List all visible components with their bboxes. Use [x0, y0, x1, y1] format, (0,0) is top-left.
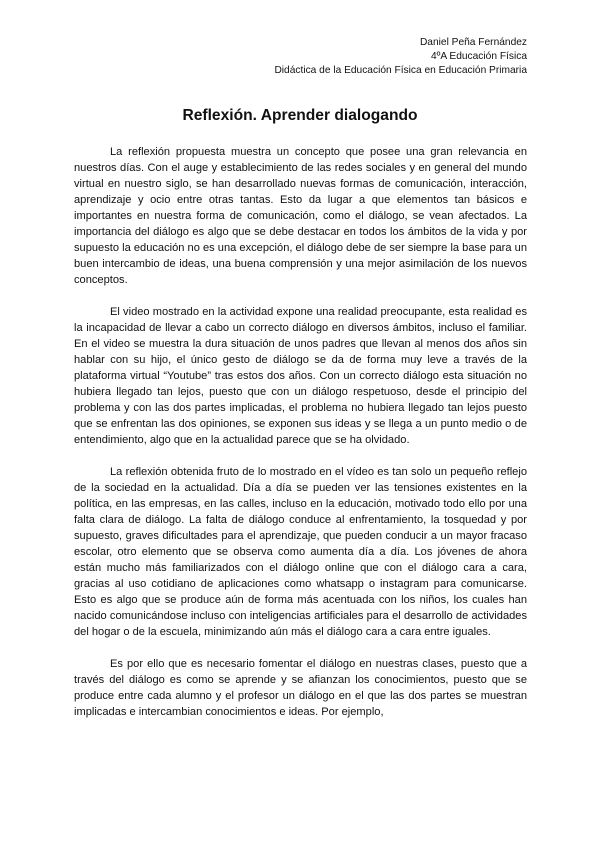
- document-header: [274, 36, 527, 78]
- document-title: Reflexión. Aprender dialogando: [182, 107, 418, 124]
- paragraph-3: La reflexión obtenida fruto de lo mostrado en el vídeo es tan solo un pequeño reflejo de la sociedad en la actualidad. Día a día se pueden ver las tensiones existentes en la política, en las empresas, en las calles, incluso en la educación, motivado todo ello por una falta clara de diálogo. La falta de diálogo conduce al enfrentamiento, la tosquedad y por supuesto, graves dificultades para el aprendizaje, que pueden conducir a un mayor fracaso escolar, otro elemento que se observa como aumenta día a día. Los jóvenes de ahora están mucho más familiarizados con el diálogo online que con el diálogo cara a cara, gracias al uso cotidiano de aplicaciones como whatsapp o instagram para comunicarse. Esto es algo que se produce aún de forma más acentuada con los niños, los cuales han nacido comunicándose incluso con inteligencias artificiales para el desarrollo de actividades del hogar o de la escuela, minimizando aún más el diálogo cara a cara entre iguales.: [74, 466, 527, 638]
- header-course: 4ºA Educación Física: [430, 51, 527, 62]
- paragraph-2: El video mostrado en la actividad expone una realidad preocupante, esta realidad es la incapacidad de llevar a cabo un correcto diálogo en diversos ámbitos, incluso el familiar. En el video se muestra la dura situación de unos padres que llevan al menos dos años sin hablar con su hijo, el único gesto de diálogo se da de forma muy leve a través de la plataforma virtual “Youtube” tras estos dos años. Con un correcto diálogo esta situación no hubiera llegado tan lejos, puesto que con un diálogo respetuoso, desde el principio del problema y con las dos partes implicadas, el problema no hubiera llegado tan lejos puesto que se enfrentan las dos opiniones, se exponen sus ideas y se llega a un punto medio o de entendimiento, algo que en la actualidad parece que se ha olvidado.: [74, 306, 527, 446]
- header-author: Daniel Peña Fernández: [419, 37, 527, 48]
- header-subject: Didáctica de la Educación Física en Educación Primaria: [274, 65, 527, 76]
- paragraph-4: Es por ello que es necesario fomentar el diálogo en nuestras clases, puesto que a través del diálogo es como se aprende y se afianzan los conocimientos, puesto que se produce entre cada alumno y el profesor un diálogo en el que las dos partes se muestran implicadas e intercambian conocimientos e ideas. Por ejemplo,: [74, 658, 527, 718]
- paragraph-1: La reflexión propuesta muestra un concepto que posee una gran relevancia en nuestros días. Con el auge y establecimiento de las redes sociales y en general del mundo virtual en nuestro siglo, se han desarrollado nuevas formas de comunicación, interacción, aprendizaje y ocio entre otras tantas. Esto da lugar a que elementos tan básicos e importantes en nuestra forma de comunicación, como el diálogo, se vean afectados. La importancia del diálogo es algo que se debe destacar en todos los ámbitos de la vida y por supuesto la educación no es una excepción, el diálogo debe de ser siempre la base para un buen intercambio de ideas, una buena comprensión y una mejor asimilación de los nuevos conceptos.: [74, 146, 527, 286]
- document-body: [74, 144, 527, 736]
